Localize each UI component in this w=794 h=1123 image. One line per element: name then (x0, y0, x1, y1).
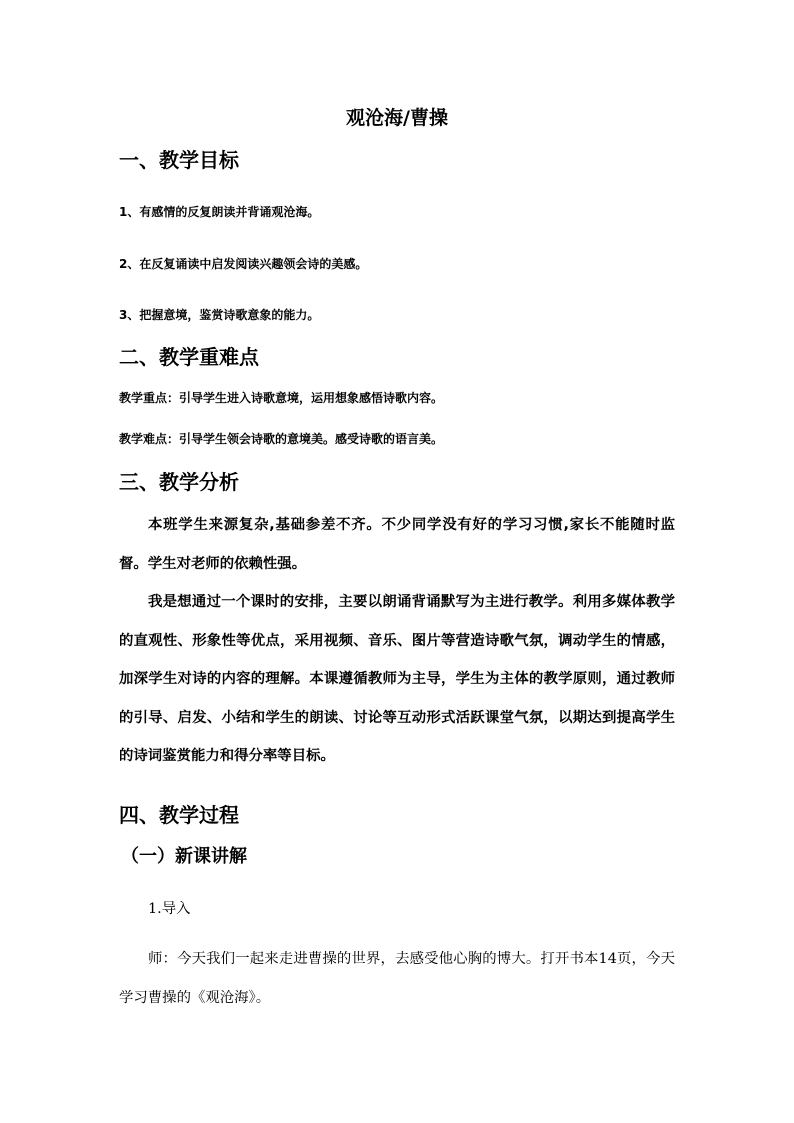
analysis-paragraph-1: 本班学生来源复杂,基础参差不齐。不少同学没有好的学习习惯,家长不能随时监督。学生对老师的依赖性强。 (119, 517, 675, 572)
section-heading-analysis: 三、教学分析 (119, 470, 239, 494)
section-heading-key-points: 二、教学重难点 (119, 345, 259, 369)
section-heading-goals: 一、教学目标 (119, 148, 239, 172)
analysis-paragraph-2: 我是想通过一个课时的安排，主要以朗诵背诵默写为主进行教学。利用多媒体教学的直观性、形象性等优点，采用视频、音乐、图片等营造诗歌气氛，调动学生的情感，加深学生对诗的内容的理解。本课遵循教师为主导，学生为主体的教学原则，通过教师的引导、启发、小结和学生的朗读、讨论等互动形式活跃课堂气氛，以期达到提高学生的诗词鉴赏能力和得分率等目标。 (119, 594, 675, 764)
goal-item-3: 3、把握意境，鉴赏诗歌意象的能力。 (119, 308, 320, 322)
section-heading-process: 四、教学过程 (119, 803, 239, 827)
goal-item-1: 1、有感情的反复朗读并背诵观沧海。 (119, 205, 320, 219)
subsection-heading-new-lesson: （一）新课讲解 (121, 846, 247, 867)
document-title: 观沧海/曹操 (346, 107, 448, 129)
teacher-text: 师：今天我们一起来走进曹操的世界，去感受他心胸的博大。打开书本14页，今天学习曹操的《观沧海》。 (119, 951, 675, 1006)
teaching-focus: 教学重点：引导学生进入诗歌意境，运用想象感悟诗歌内容。 (119, 391, 444, 405)
teaching-difficulty: 教学难点：引导学生领会诗歌的意境美。感受诗歌的语言美。 (119, 432, 444, 446)
step-introduction: 1.导入 (148, 901, 191, 917)
goal-item-2: 2、在反复诵读中启发阅读兴趣领会诗的美感。 (119, 257, 368, 271)
